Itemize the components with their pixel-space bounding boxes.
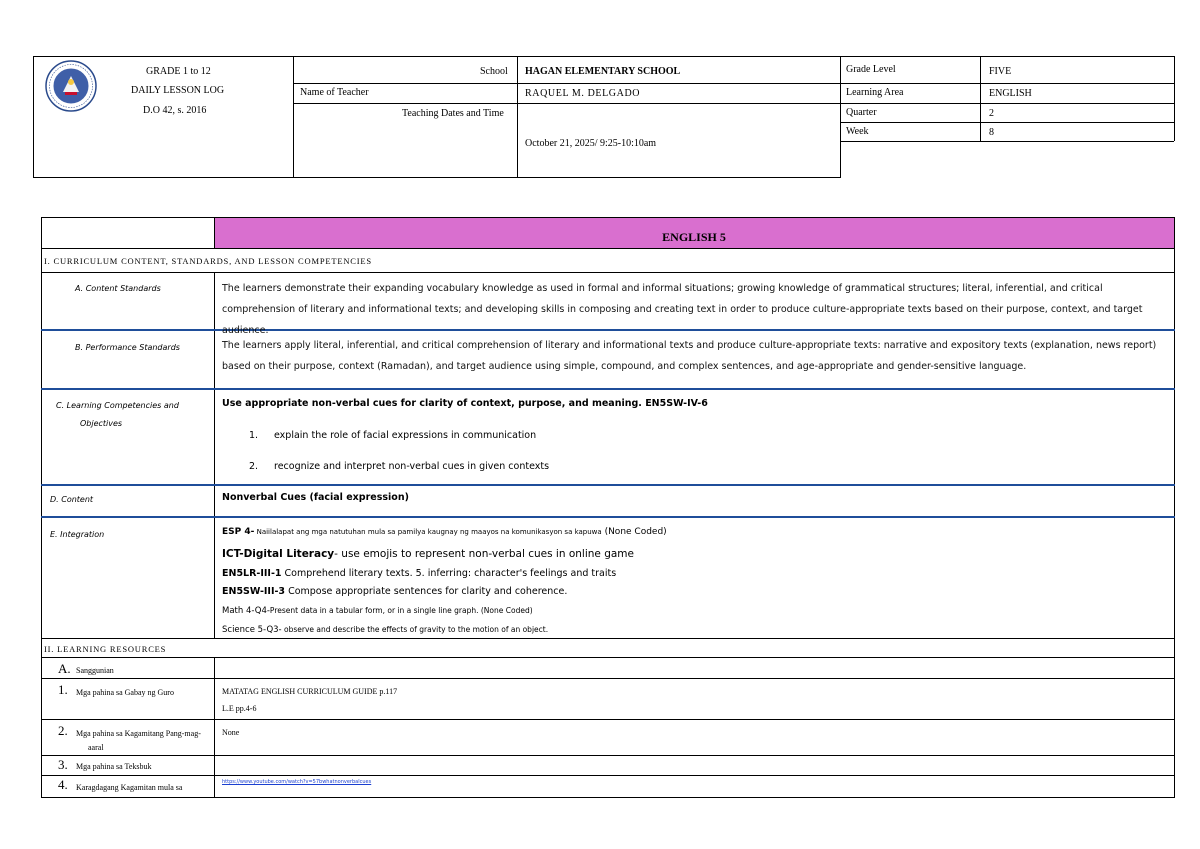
header-grade-range: GRADE 1 to 12 bbox=[146, 66, 211, 77]
resource-4-label: Karagdagang Kagamitan mula sa bbox=[76, 783, 183, 792]
competencies-label: C. Learning Competencies and bbox=[56, 401, 179, 410]
quarter-label: Quarter bbox=[846, 107, 877, 118]
school-value: HAGAN ELEMENTARY SCHOOL bbox=[525, 66, 681, 77]
performance-standards-label: B. Performance Standards bbox=[75, 343, 180, 352]
resource-2-value: None bbox=[222, 728, 240, 737]
competency-main: Use appropriate non-verbal cues for clarity of context, purpose, and meaning. EN5SW-IV-6 bbox=[222, 398, 708, 409]
performance-standards-text: The learners apply literal, inferential, and critical comprehension of literary and informational texts and produce culture-appropriate texts: narrative and expository texts (explanation, news report) based on their purpose, context (Ramadan), and target audience using simple, compound, and complex sentences, and age-appropriate and gender-sensitive language. bbox=[222, 340, 1157, 372]
objective-2-number: 2. bbox=[249, 461, 259, 472]
integration-science: Science 5-Q3- observe and describe the effects of gravity to the motion of an object. bbox=[222, 625, 549, 635]
teacher-label: Name of Teacher bbox=[300, 87, 369, 98]
content-standards-text: The learners demonstrate their expanding vocabulary knowledge as used in formal and informal situations; growing knowledge of grammatical structures; literal, inferential, and critical comprehension of literary and informational texts; and developing skills in composing and creating text in order to produce culture-appropriate texts based on their purpose, context, and target audience. bbox=[222, 283, 1143, 336]
section-curriculum-heading: I. CURRICULUM CONTENT, STANDARDS, AND LESSON COMPETENCIES bbox=[44, 256, 372, 266]
content-label: D. Content bbox=[50, 495, 94, 504]
dates-label: Teaching Dates and Time bbox=[402, 108, 504, 119]
area-value: ENGLISH bbox=[989, 88, 1032, 99]
dates-value: October 21, 2025/ 9:25-10:10am bbox=[525, 138, 657, 149]
integration-ict: ICT-Digital Literacy- use emojis to represent non-verbal cues in online game bbox=[222, 548, 634, 560]
area-label: Learning Area bbox=[846, 87, 904, 98]
section-resources-heading: II. LEARNING RESOURCES bbox=[44, 644, 167, 654]
resource-2-number: 2. bbox=[58, 723, 68, 738]
school-label: School bbox=[480, 66, 508, 77]
resource-1-number: 1. bbox=[58, 682, 68, 697]
header-dll-title: DAILY LESSON LOG bbox=[131, 85, 225, 96]
week-label: Week bbox=[846, 126, 869, 137]
resource-1-label: Mga pahina sa Gabay ng Guro bbox=[76, 688, 174, 697]
resource-2-label-2: aaral bbox=[88, 743, 104, 752]
resource-4-number: 4. bbox=[58, 777, 68, 792]
resource-3-number: 3. bbox=[58, 757, 68, 772]
integration-esp: ESP 4- Naiilalapat ang mga natutuhan mula sa pamilya kaugnay ng maayos na komunikasyon sa kapuwa (None Coded) bbox=[222, 527, 667, 537]
integration-label: E. Integration bbox=[50, 530, 105, 539]
resource-2-label: Mga pahina sa Kagamitang Pang-mag- bbox=[76, 729, 201, 738]
objective-1: explain the role of facial expressions in communication bbox=[274, 430, 537, 441]
resource-a-label: Sanggunian bbox=[76, 666, 114, 675]
grade-label: Grade Level bbox=[846, 64, 896, 75]
content-value: Nonverbal Cues (facial expression) bbox=[222, 492, 409, 503]
objective-2: recognize and interpret non-verbal cues in given contexts bbox=[274, 461, 550, 472]
deped-seal-icon bbox=[45, 60, 97, 112]
integration-math: Math 4-Q4-Present data in a tabular form, or in a single line graph. (None Coded) bbox=[222, 606, 533, 616]
resource-4-link[interactable]: https://www.youtube.com/watch?v=57bwhatnonverbalcues bbox=[222, 779, 372, 785]
week-value: 8 bbox=[989, 127, 994, 138]
integration-en5lr: EN5LR-III-1 Comprehend literary texts. 5. inferring: character's feelings and traits bbox=[222, 568, 617, 579]
competencies-label-objectives: Objectives bbox=[80, 419, 123, 428]
grade-value: FIVE bbox=[989, 66, 1012, 77]
teacher-value: RAQUEL M. DELGADO bbox=[525, 88, 641, 99]
subject-title: ENGLISH 5 bbox=[662, 230, 726, 244]
resource-1-value: MATATAG ENGLISH CURRICULUM GUIDE p.117 bbox=[222, 687, 398, 696]
integration-en5sw: EN5SW-III-3 Compose appropriate sentences for clarity and coherence. bbox=[222, 586, 568, 597]
content-standards-label: A. Content Standards bbox=[75, 284, 161, 293]
quarter-value: 2 bbox=[989, 108, 994, 119]
resource-3-label: Mga pahina sa Teksbuk bbox=[76, 762, 152, 771]
header-deped-order: D.O 42, s. 2016 bbox=[143, 105, 207, 116]
objective-1-number: 1. bbox=[249, 430, 259, 441]
resource-a-number: A. bbox=[58, 661, 71, 676]
resource-1-value-2: L.E pp.4-6 bbox=[222, 704, 257, 713]
